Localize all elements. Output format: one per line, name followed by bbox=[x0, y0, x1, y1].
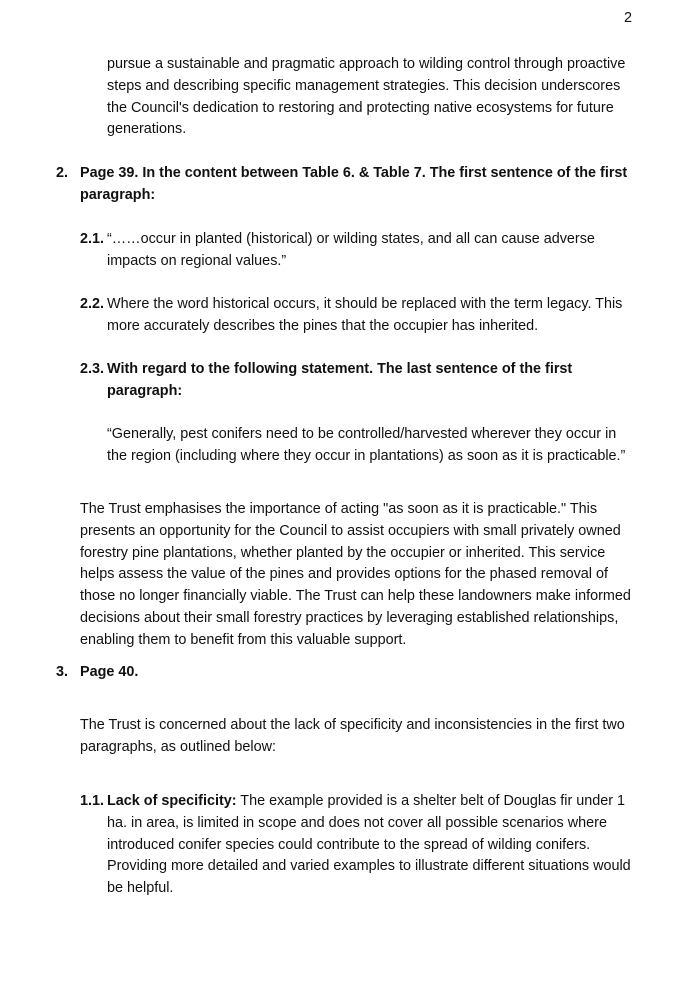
item-3-number: 3. bbox=[56, 664, 69, 680]
item-2-number: 2. bbox=[56, 165, 69, 181]
item-2-heading: Page 39. In the content between Table 6. & Table 7. The first sentence of the first paragraph: bbox=[80, 165, 628, 203]
page-number: 2 bbox=[624, 10, 633, 26]
intro-continuation-paragraph: pursue a sustainable and pragmatic approach to wilding control through proactive steps and describing specific management strategies. This decision underscores the Council's dedication to restoring and protecting native ecosystems for future generations. bbox=[107, 56, 626, 138]
item-3-1-number: 1.1. bbox=[80, 793, 105, 809]
item-2-1-number: 2.1. bbox=[80, 231, 105, 247]
item-3-concern-paragraph: The Trust is concerned about the lack of specificity and inconsistencies in the first two paragraphs, as outlined below: bbox=[80, 717, 625, 755]
item-2-3-text: With regard to the following statement. The last sentence of the first paragraph: bbox=[107, 361, 573, 399]
item-2-2-number: 2.2. bbox=[80, 296, 105, 312]
item-3-1-paragraph bbox=[107, 791, 642, 900]
item-2-2-text: Where the word historical occurs, it should be replaced with the term legacy. This more accurately describes the pines that the occupier has inherited. bbox=[107, 296, 623, 334]
trust-emphasis-paragraph: The Trust emphasises the importance of acting "as soon as it is practicable." This presents an opportunity for the Council to assist occupiers with small privately owned forestry pine plantations, whether planted by the occupier or inherited. This service helps assess the value of the pines and provides options for the phased removal of those no longer financially viable. The Trust can help these landowners make informed decisions about their small forestry practices by leveraging established relationships, enabling them to benefit from this valuable support. bbox=[80, 501, 631, 648]
item-2-1-text: “……occur in planted (historical) or wilding states, and all can cause adverse impacts on regional values.” bbox=[107, 231, 595, 269]
lack-of-specificity-label: Lack of specificity: bbox=[107, 793, 237, 809]
item-3-heading: Page 40. bbox=[80, 664, 139, 680]
quoted-statement: “Generally, pest conifers need to be controlled/harvested wherever they occur in the region (including where they occur in plantations) as soon as it is practicable.” bbox=[107, 426, 626, 464]
lack-of-specificity-text: The example provided is a shelter belt of Douglas fir under 1 ha. in area, is limited in scope and does not cover all possible scenarios where introduced conifer species could contribute to the spread of wilding conifers. Providing more detailed and varied examples to illustrate different situations would be helpful. bbox=[107, 793, 631, 897]
item-2-3-number: 2.3. bbox=[80, 361, 105, 377]
